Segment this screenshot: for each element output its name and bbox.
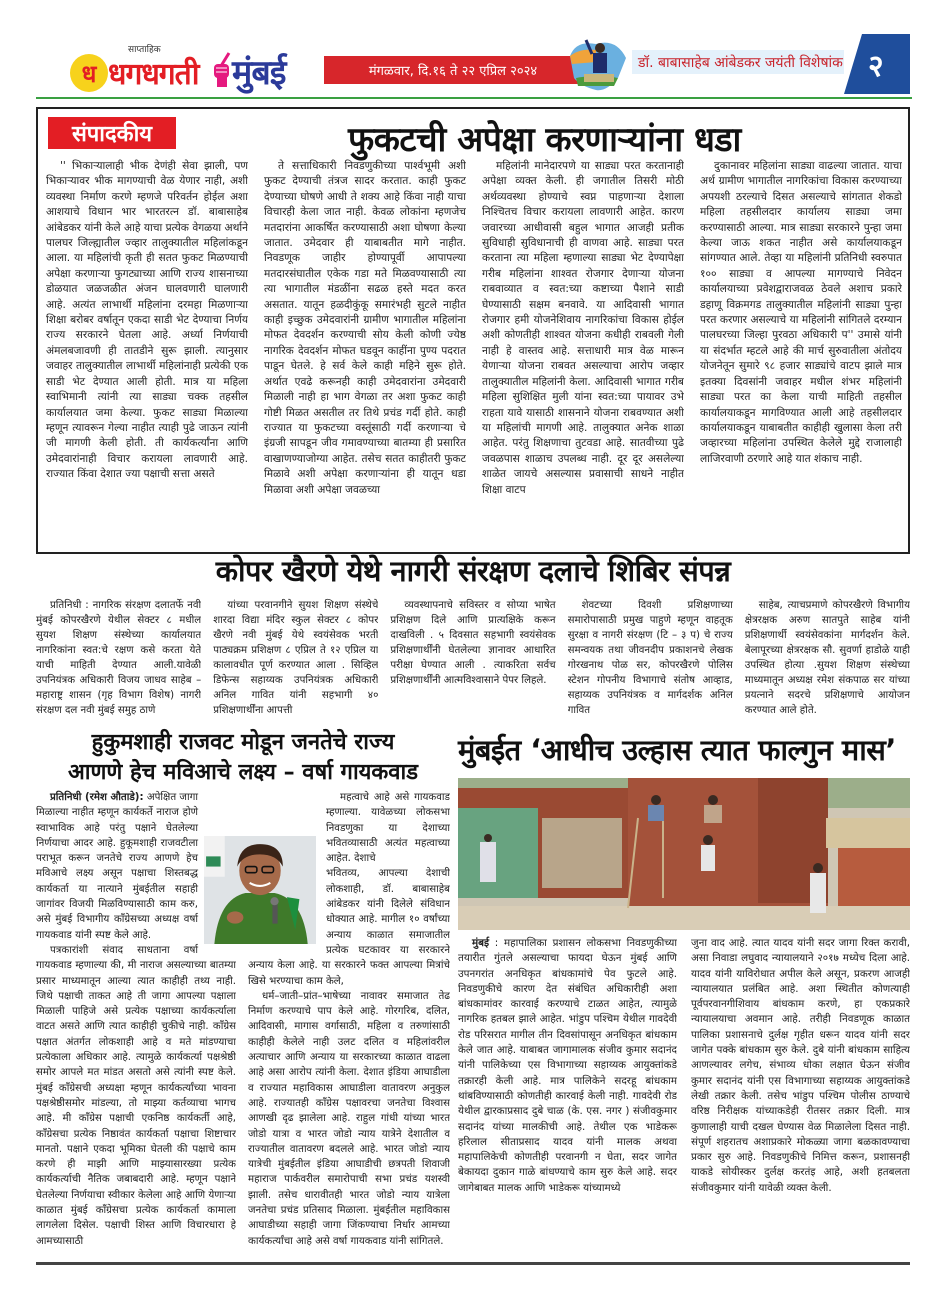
byline: प्रतिनिधी (रमेश औताडे): (50, 792, 144, 803)
article-paragraph: पत्रकारांशी संवाद साधताना वर्षा गायकवाड म्हणाल्या की, मी नाराज असल्याच्या बातम्या प्रसार माध्यमातून आल्या त्यात काहीही तथ्य नाही. जिथे पक्षाची ताकत आहे ती जागा आपल्या पक्षाला मिळाली पाहिजे असे प्रत्येक पक्षाच्या कार्यकर्त्याला वाटत असते आणि त्यात काहीही चुकीचे नाही. कॉंग्रेस पक्षात अंतर्गत लोकशाही आहे व मते मांडण्याचा प्रत्येकाला अधिकार आहे. त्यामुळे कार्यकर्त्या पक्षश्रेष्ठी समोर आपले मत मांडत असतो असे त्यांनी स्पष्ट केले. मुंबई कॉंग्रेसची अध्यक्षा म्हणून कार्यकर्त्यांच्या भावना पक्षश्रेष्ठीसमोर मांडल्या, तो माझ्या कर्तव्याचा भागच आहे. मी कॉंग्रेस पक्षाची एकनिष्ठ कार्यकर्ती आहे, कॉंग्रेसचा प्रत्येक निष्ठावंत कार्यकर्ता पक्षाचा शिष्टाचार मानतो. पक्षाने एकदा भूमिका घेतली की पक्षाचे काम करणे ही माझी आणि माझ्यासारख्या प्रत्येक कार्यकर्त्याची नैतिक जबाबदारी आहे. म्हणून पक्षाने घेतलेल्या निर्णयाचा स्वीकार केलेला आहे आणि येणाऱ्या काळात मुंबई कॉंग्रेसचा प्रत्येक कार्यकर्ता कामाला लागलेला दिसेल. पक्षाची शिस्त आणि विचारधारा हे आमच्यासाठी (36, 944, 236, 1247)
article-column (568, 598, 733, 718)
dateline: मुंबई (472, 937, 490, 949)
raised-fist-pen-icon (211, 52, 233, 88)
editorial-body (46, 159, 902, 547)
masthead-divider (36, 97, 912, 99)
article-column (390, 598, 555, 718)
article-paragraph: महापालिका प्रशासन लोकसभा निवडणुकीच्या तयारीत गुंतले असल्याचा फायदा घेऊन मुंबई आणि उपनगरांत अनधिकृत बांधकामांचे पेव फुटले आहे. निवडणुकीचे कारण देत संबंधित अधिकारीही अशा बांधकामांवर कारवाई करण्याचे टाळत आहेत, त्यामुळे नागरिक हतबल झाले आहेत. भांडुप पश्चिम येथील गावदेवी रोड परिसरात मागील तीन दिवसांपासून अनधिकृत बांधकाम केले जात आहे. याबाबत जागामालक संजीव कुमार सदानंद यांनी पालिकेच्या एस विभागाच्या सहाय्यक आयुक्तांकडे तक्रारही केली आहे. मात्र पालिकेने सदरहू बांधकाम थांबविण्यासाठी कोणतीही कारवाई केली नाही. गावदेवी रोड येथील द्वारकाप्रसाद दुबे चाळ (के. एस. नगर ) संजीवकुमार सदानंद यांच्या मालकीची आहे. तेथील एक भाडेकरू हरिलाल सीताप्रसाद यादव यांनी मालक अथवा महापालिकेची कोणतीही परवानगी न घेता, सदर जागेत बेकायदा दुकान गाळे बांधण्याचे काम सुरु केले आहे. सदर जागेबाबत मालक आणि भाडेकरू यांच्यामध्ये (458, 937, 677, 1194)
article-paragraph: साहेब, त्याचप्रमाणे कोपरखैरणे विभागीय क्षेत्ररक्षक अरुण सातपुते साहेब यांनी प्रशिक्षणार्थी स्वयंसेवकांना मार्गदर्शन केले. बेलापूरच्या क्षेत्ररक्षक सौ. सुवर्णा हाडोळे याही उपस्थित होत्या .सुयश शिक्षण संस्थेच्या माध्यमातून अध्यक्ष रमेश संकपाळ सर यांच्या प्रयत्नाने सदरचे प्रशिक्षणाचे आयोजन करण्यात आले होते. (744, 600, 910, 716)
article-paragraph: महत्वाचे आहे असे गायकवाड म्हणाल्या. यावेळच्या लोकसभा निवडणुका या देशाच्या भवितव्यासाठी अत्यंत महत्वाच्या आहेत. देशाचे (326, 792, 450, 865)
headline-line: हुकुमशाही राजवट मोडून जनतेचे राज्य (91, 730, 395, 755)
editorial-paragraph: ते सत्ताधिकारी निवडणुकीच्या पार्श्वभूमी अशी फुकट देण्याची तंत्रज सादर करतात. काही फुकट देण्याच्या घोषणे आधी ते शक्य आहे किंवा नाही याचा विचारही केला जात नाही. केवळ लोकांना म्हणजेच मतदारांना आकर्षित करण्यासाठी अशा घोषणा केल्या जातात. उमेदवार ही याबाबतीत मागे नाहीत. निवडणूक जाहीर होण्यापूर्वी आपापल्या मतदारसंघातील एकेक गडा मते मिळवण्यासाठी त्या त्या भागातील मंडळींना सढळ हस्ते मदत करत असतात. यातून हळदीकुंकू समारंभही सुटले नाहीत काही इच्छुक उमेदवारांनी ग्रामीण भागातील महिलांना मोफत देवदर्शन करण्याची सोय केली कोणी ज्येष्ठ नागरिक देवदर्शन मोफत घडवून काहींना पुण्य पदरात पाडून घेतले. हे सर्व केले काही महिने सुरू होते. अर्थात एवढे करूनही काही उमेदवारांना उमेदवारी मिळाली नाही हा भाग वेगळा तर अशा फुकट काही गोष्टी मिळत असतील तर तिथे प्रचंड गर्दी होते. काही राज्यात या फुकटच्या वस्तूंसाठी गर्दी करणाऱ्या चे इंग्रजी सापडून जीव गमावण्याच्या बातम्या ही प्रसारित वाखाणण्याजोग्या आहेत. तसेच सतत काहीतरी फुकट मिळावे अशी अपेक्षा करणाऱ्यांना ही यातून धडा मिळावा अशी अपेक्षा जवळच्या (264, 160, 466, 496)
article-paragraph: धर्म–जाती–प्रांत–भाषेच्या नावावर समाजात तेढ निर्माण करण्याचे पाप केले आहे. गोरगरिब, दलित, आदिवासी, मागास वर्गासाठी, महिला व तरुणांसाठी काहीही केलेले नाही उलट दलित व महिलांवरील अत्याचार आणि अन्याय या सरकारच्या काळात वाढला आहे असा आरोप त्यांनी केला. देशात इंडिया आघाडीला व राज्यात महाविकास आघाडीला वातावरण अनुकुल आहे. राज्यातही कॉंग्रेस पक्षावरचा जनतेचा विश्वास आणखी दृढ झालेला आहे. राहुल गांधी यांच्या भारत जोडो यात्रा व भारत जोडो न्याय यात्रेने देशातील व राज्यातील वातावरण बदलले आहे. भारत जोडो न्याय यात्रेची मुंबईतील इंडिया आघाडीची छत्रपती शिवाजी महाराज पार्कवरील समारोपाची सभा प्रचंड यशस्वी झाली. तसेच धारावीतही भारत जोडो न्याय यात्रेला जनतेचा प्रचंड प्रतिसाद मिळाला. मुंबईतील महाविकास आघाडीच्या सहाही जागा जिंकण्याचा निर्धार आमच्या कार्यकर्त्यांचा आहे असे वर्षा गायकवाड यांनी सांगितले. (248, 990, 450, 1247)
editorial-paragraph: महिलांनी मानेदारपणे या साड्या परत करतानाही अपेक्षा व्यक्त केली. ही जगातील तिसरी मोठी अर्थव्यवस्था होण्याचे स्वप्न पाहणाऱ्या देशाला निश्चितच विचार करायला लावणारी आहेत. कारण जवारच्या आधीवासी बहुल भागात आजही प्रतीक सुविधाही सुविधानाची ही वाणवा आहे. साड्या परत करताना त्या महिला म्हणाल्या साड्या भेट देण्यापेक्षा गरीब महिलांना शाश्वत रोजगार देणाऱ्या योजना राबवाव्यात व स्वत:च्या कष्टाच्या पैशाने साडी घेण्यासाठी सक्षम बनवावे. या आदिवासी भागात रोजगार हमी योजनेशिवाय नागरिकांचा विकास होईल अशी कोणतीही शाश्वत योजना कधीही राबवली गेली नाही हे वास्तव आहे. सत्ताधारी मात्र वेळ मारून येणाऱ्या योजना राबवत असल्याचा आरोप जव्हार तालुक्यातील महिलांनी केला. आदिवासी भागात गरीब महिला सुशिक्षित मुली यांना स्वत:च्या पायावर उभे राहता यावे यासाठी शासनाने योजना राबवण्यात अशी या महिलांची मागणी आहे. तालुक्यात अनेक शाळा आहेत. परंतु शिक्षणाचा तुटवडा आहे. सातवीच्या पुढे जवळपास शाळाच उपलब्ध नाही. दूर दूर असलेल्या शाळेत जायचे असल्यास प्रवासाची साधने नाहीत शिक्षा वाटप (482, 160, 684, 496)
mumbai-headline: मुंबईत ‘आधीच उल्हास त्यात फाल्गुन मास’ (458, 733, 896, 767)
article-paragraph: भवितव्य, आपल्या देशाची लोकशाही, डॉ. बाबासाहेब आंबेडकर यांनी दिलेले संविधान धोक्यात आहे. मागील १० वर्षांच्या अन्याय काळात समाजातील प्रत्येक घटकावर या सरकारने अन्याय केला आहे. या सरकारने फक्त आपल्या मित्रांचे खिसे भरण्याचा काम केले, (248, 868, 450, 987)
article-column (36, 598, 201, 718)
article-column (213, 598, 378, 718)
logo-weekly-label: साप्ताहिक (128, 45, 161, 55)
editorial-column (700, 159, 902, 547)
newspaper-logo (54, 40, 354, 96)
construction-site-photo (458, 778, 910, 930)
mumbai-article-body (458, 936, 910, 1256)
article-column (745, 598, 910, 718)
article-paragraph: शेवटच्या दिवशी प्रशिक्षणाच्या समारोपासाठी प्रमुख पाहुणे म्हणून वाहतूक सुरक्षा व नागरी संरक्षण (टि – ३ प) चे राज्य समन्वयक तथा जीवनदीप प्रकाशनचे लेखक गोरखनाथ पोळ सर, कोपरखैरणे पोलिस स्टेशन गोपनीय विभागाचे संतोष आव्हाड, सहाय्यक उपनियंत्रक व मार्गदर्शक अनिल गावित (567, 600, 733, 716)
article-paragraph: प्रतिनिधी : नागरिक संरक्षण दलातर्फे नवी मुंबई कोपरखैरणे येथील सेक्टर ८ मधील सुयश शिक्षण संस्थेच्या कार्यालयात नागरिकांना स्वत:चे रक्षण कसे करता येते याची माहिती देण्यात आली.यावेळी उपनियंत्रक अधिकारी विजय जाधव साहेब – महाराष्ट्र शासन (गृह विभाग विशेष) नागरी संरक्षण दल नवी मुंबई समुह ठाणे (36, 600, 202, 716)
article-paragraph: जुना वाद आहे. त्यात यादव यांनी सदर जागा रिक्त करावी, असा निवाडा लघुवाद न्यायालयाने २०१७ मध्येच दिला आहे. यादव यांनी याविरोधात अपील केले असून, प्रकरण आजही न्यायालयात प्रलंबित आहे. अशा स्थितीत कोणत्याही पूर्वपरवानगीशिवाय बांधकाम करणे, हा एकप्रकारे न्यायालयाचा अवमान आहे. तरीही निवडणूक काळात पालिका प्रशासनाचे दुर्लक्ष गृहीत धरून यादव यांनी सदर जागेत पक्के बांधकाम सुरु केले. दुबे यांनी बांधकाम साहित्य आणल्यावर लगेच, संभाव्य धोका लक्षात घेऊन संजीव कुमार सदानंद यांनी एस विभागाच्या सहाय्यक आयुक्तांकडे लेखी तक्रार केली. तसेच भांडुप पश्चिम पोलीस ठाण्याचे वरिष्ठ निरीक्षक यांच्याकडेही रीतसर तक्रार दिली. मात्र कुणालाही याची दखल घेण्यास वेळ मिळालेला दिसत नाही. संपूर्ण शहरातच अशाप्रकारे मोकळ्या जागा बळकावण्याचा प्रकार सुरु आहे. निवडणुकीचे निमित्त करून, प्रशासनही याकडे सोयीस्कर दुर्लक्ष करतंइ आहे, अशी हतबलता संजीवकुमार यांनी यावेळी व्यक्त केली. (691, 937, 910, 1194)
page-bottom-rule (36, 1262, 910, 1265)
ambedkar-portrait-image (566, 34, 630, 94)
issue-date: मंगळवार, दि.१६ ते २२ एप्रिल २०२४ (324, 56, 582, 84)
editorial-paragraph: '' भिकाऱ्यालाही भीक देणंही सेवा झाली, पण भिकाऱ्यावर भीक मागण्याची वेळ येणार नाही, अशी व्यवस्था निर्माण करणे म्हणजे परिवर्तन होईल अशा आशयाचे विधान भार भारतरत्न डॉ. बाबासाहेब आंबेडकर यांनी केले आहे याचा प्रत्येक वेगळया अर्थाने पालघर जिल्ह्यातील ज्व्हार तालुक्यातील महिलांकडून आला. या महिलांची कृती ही सतत फुकट मिळण्याची अपेक्षा करणाऱ्या फुगट्याच्या आणि राज्य शासनाच्या डोळयात जळजळीत अंजन घालवणारी घालणारी आहे. अत्यंत लाभार्थी महिलांना दरमहा मिळणाऱ्या शिक्षा बरोबर वर्षातून एकदा साडी भेट देण्याचा निर्णय राज्य सरकारने घेतला आहे. अर्ध्या निर्णयाची अंमलबजावणी ही तातडीने सुरू झाली. त्यानुसार जवाहर तालुक्यातील लाभार्थी महिलांनाही प्रत्येकी एक साडी भेट देण्यात आली होती. मात्र या महिला स्वाभिमानी त्यांनी त्या साड्या चक्क तहसील कार्यालयात जमा केल्या. फुकट साड्या मिळाल्या म्हणून त्यावरून गेल्या नाहीत त्याही पुढे जाऊन त्यांनी जी मागणी केली होती. ती कार्यकर्त्यांना आणि उमेदवारांनाही विचार करायला लावणारी आहे. राज्यात किंवा देशात ज्या पक्षाची सत्ता असते (46, 160, 248, 481)
varsha-gaikwad-photo (204, 836, 316, 944)
civil-defence-body (36, 598, 910, 718)
article-paragraph: व्यवस्थापनाचे सविस्तर व सोप्या भाषेत प्रशिक्षण दिले आणि प्रात्यक्षिके करून दाखविली . ५ दिवसात सहभागी स्वयंसेवक प्रशिक्षणार्थींनी घेतलेल्या ज्ञानावर आधारित परीक्षा घेण्यात आली . त्याकरिता सर्वच प्रशिक्षणार्थींनी आत्मविश्वासाने पेपर लिहले. (390, 600, 556, 686)
civil-defence-headline: कोपर खैरणे येथे नागरी संरक्षण दलाचे शिबिर संपन्न (215, 554, 731, 588)
page-number: २ (868, 49, 884, 84)
gaikwad-headline (36, 728, 450, 788)
editorial-label: संपादकीय (48, 117, 176, 149)
masthead (38, 34, 910, 96)
editorial-column (482, 159, 684, 547)
logo-word-mumbai: मुंबई (232, 53, 286, 93)
editorial-column (264, 159, 466, 547)
headline-line: आणणे हेच मविआचे लक्ष्य – वर्षा गायकवाड (68, 760, 418, 785)
special-issue-banner: डॉ. बाबासाहेब आंबेडकर जयंती विशेषांक (632, 50, 844, 74)
editorial-paragraph: दुकानावर महिलांना साड्या वाढल्या जातात. याचा अर्थ ग्रामीण भागातील नागरिकांचा विकास करण्याच्या अपयशी ठरल्याचे दिसत असल्याचे सांगतात शेकडो महिला तहसीलदार कार्यालय साड्या जमा करण्यासाठी आल्या. मात्र साड्या सरकारने पुन्हा जमा केल्या जाऊ शकत नाहीत असे कार्यालयाकडून सांगण्यात आले. तेव्हा या महिलांनी प्रतिनिधी स्वरुपात १०० साड्या व आपल्या मागण्याचे निवेदन कार्यालयाच्या प्रवेशद्वाराजवळ ठेवले अशाच प्रकारे डहाणू विक्रमगड तालुक्यातील महिलांनी साड्या पुन्हा परत करणार असल्याचे या महिलांनी सांगितले दरम्यान पालघरच्या जिल्हा पुरवठा अधिकारी प'' उमासे यांनी या संदर्भात म्हटले आहे की मार्च सुरुवातीला अंतोदय योजनेतून सुमारे ९८ हजार साड्यांचे वाटप झाले मात्र इतक्या दिवसांनी जवाहर मधील शंभर महिलांनी साड्या परत का केला याची माहिती तहसील कार्यालयाकडून मागविण्यात आली आहे तहसीलदार कार्यालयाकडून याबाबतीत काहीही खुलासा केला तरी जव्हारच्या महिलांना उपस्थित केलेले मुद्दे राजालाही लाजिरवाणी ठरणारे आहे यात शंकाच नाही. (700, 160, 902, 465)
article-paragraph: यांच्या परवानगीने सुयश शिक्षण संस्थेचे शारदा विद्या मंदिर स्कुल सेक्टर ८ कोपर खैरणे नवी मुंबई येथे स्वयंसेवक भरती पाठ्यक्रम प्रशिक्षण ८ एप्रिल ते १२ एप्रिल या कालावधीत पूर्ण करण्यात आला . सिव्हिल डिफेन्स सहाय्यक उपनियंत्रक अधिकारी अनिल गावित यांनी सहभागी ४० प्रशिक्षणार्थींना आपत्ती (213, 600, 379, 716)
page-number-badge (844, 34, 910, 94)
editorial-column (46, 159, 248, 547)
editorial-section (36, 107, 910, 554)
logo-word-dhagdhagati: धगधगती (108, 57, 199, 92)
article-column (691, 936, 910, 1256)
article-column: मुंबई : महापालिका प्रशासन लोकसभा निवडणुकीच्या तयारीत गुंतले असल्याचा फायदा घेऊन मुंबई आणि उपनगरांत अनधिकृत बांधकामांचे पेव फुटले आहे. निवडणुकीचे कारण देत संबंधित अधिकारीही अशा बांधकामांवर कारवाई करण्याचे टाळत आहेत, त्यामुळे नागरिक हतबल झाले आहेत. भांडुप पश्चिम येथील गावदेवी रोड परिसरात मागील तीन दिवसांपासून अनधिकृत बांधकाम केले जात आहे. याबाबत जागामालक संजीव कुमार सदानंद यांनी पालिकेच्या एस विभागाच्या सहाय्यक आयुक्तांकडे तक्रारही केली आहे. मात्र पालिकेने सदरहू बांधकाम थांबविण्यासाठी कोणतीही कारवाई केली नाही. गावदेवी रोड येथील द्वारकाप्रसाद दुबे चाळ (के. एस. नगर ) संजीवकुमार सदानंद यांच्या मालकीची आहे. तेथील एक भाडेकरू हरिलाल सीताप्रसाद यादव यांनी मालक अथवा महापालिकेची कोणतीही परवानगी न घेता, सदर जागेत बेकायदा दुकान गाळे बांधण्याचे काम सुरु केले आहे. सदर जागेबाबत मालक आणि भाडेकरू यांच्यामध्ये (458, 937, 677, 1194)
gaikwad-article (36, 790, 450, 1260)
logo-initial-badge: ध (70, 54, 108, 92)
article-paragraph: अपेक्षित जागा मिळाल्या नाहीत म्हणून कार्यकर्ते नाराज होणे स्वाभाविक आहे परंतु पक्षाने घेतलेल्या निर्णयाचा आदर आहे. हुकूमशाही राजवटीला पराभूत करून जनतेचे राज्य आणणे हेच मविआचे लक्ष्य असून पक्षाचा शिस्तबद्ध कार्यकर्ता या नात्याने मुंबईतील सहाही जागांवर विजयी मिळविण्यासाठी काम करु, असे मुंबई विभागीय कॉंग्रेसच्या अध्यक्ष वर्षा गायकवाड यांनी स्पष्ट केले आहे. (36, 792, 198, 941)
editorial-headline: फुकटची अपेक्षा करणाऱ्यांना धडा (348, 120, 741, 160)
